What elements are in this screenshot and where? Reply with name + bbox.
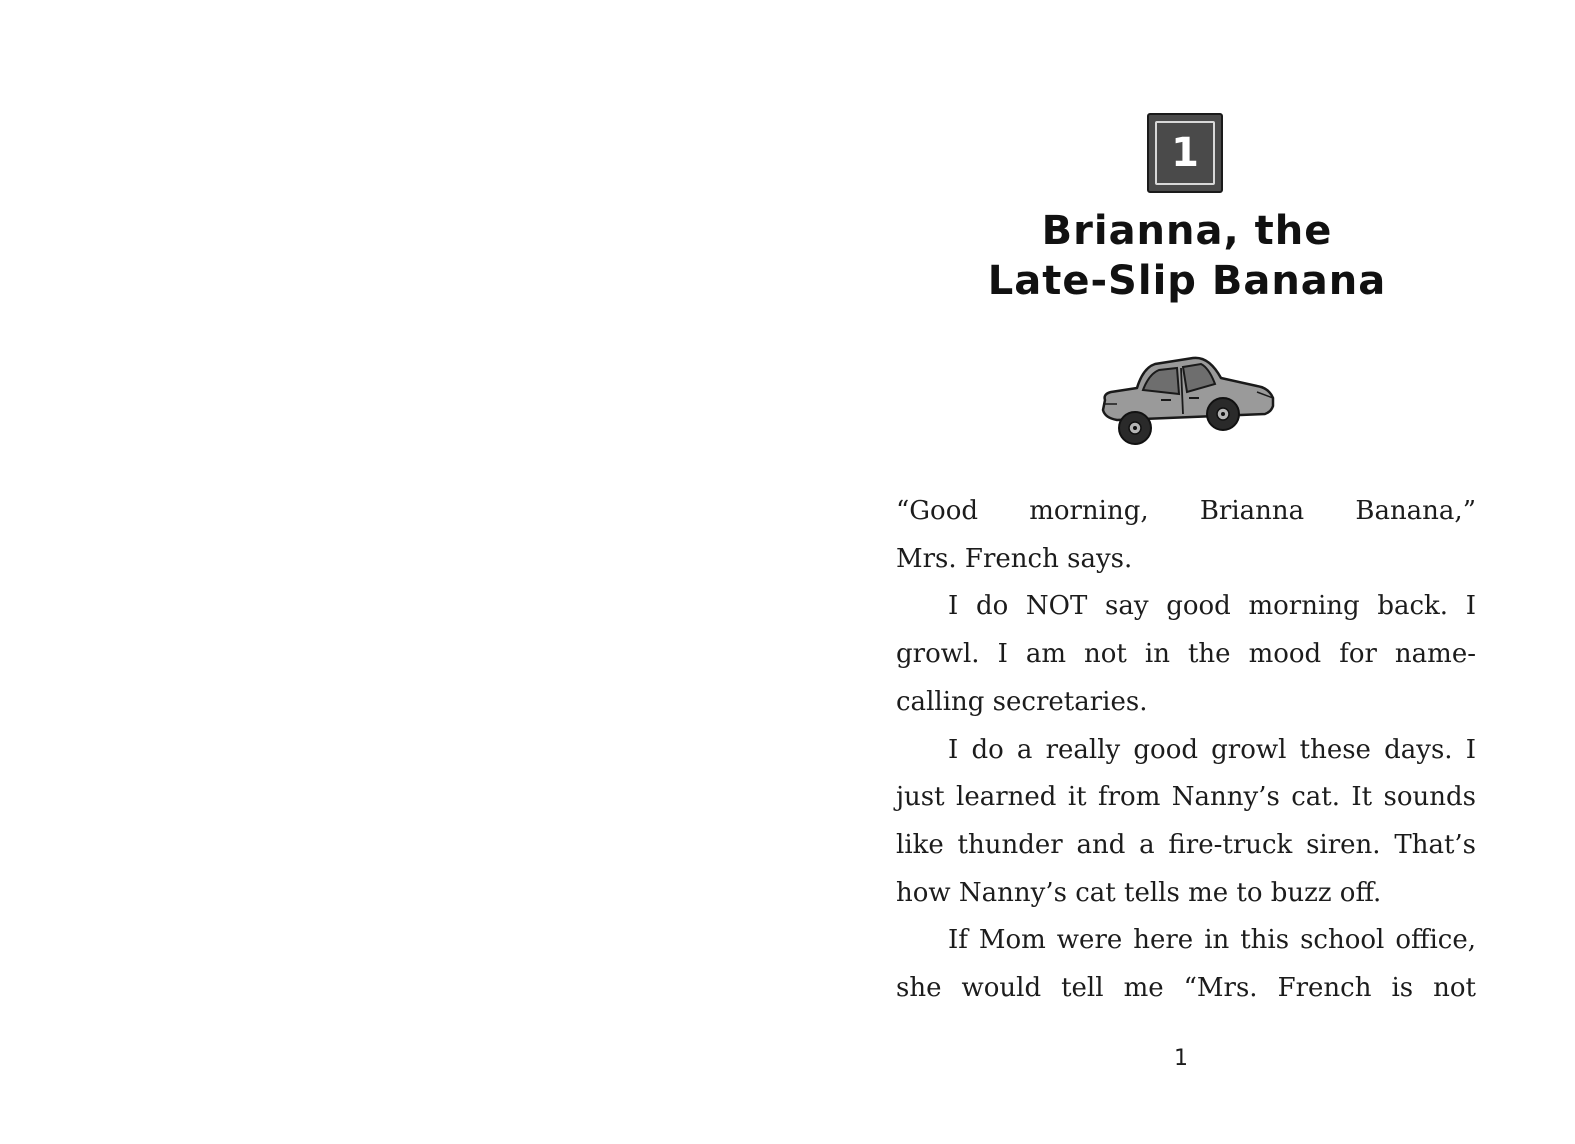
body-line: she would tell me “Mrs. French is not: [896, 973, 1476, 1004]
body-line: growl. I am not in the mood for name-: [896, 639, 1476, 670]
car-icon: [1097, 348, 1277, 448]
body-line: If Mom were here in this school office,: [948, 925, 1476, 956]
body-line: like thunder and a fire-truck siren. That’s: [896, 829, 1476, 860]
page-number: 1: [1174, 1046, 1188, 1071]
body-line: “Good morning, Brianna Banana,”: [896, 496, 1476, 526]
body-line: I do NOT say good morning back. I: [948, 591, 1476, 622]
chapter-title: [887, 206, 1487, 306]
chapter-number-badge: [1147, 113, 1223, 193]
body-line: calling secretaries.: [896, 686, 1148, 717]
left-page-blank: [0, 0, 787, 1144]
right-page: [787, 0, 1575, 1144]
chapter-body-text: [896, 488, 1476, 1013]
body-line: I do a really good growl these days. I: [948, 734, 1476, 765]
body-line: just learned it from Nanny’s cat. It sounds: [896, 782, 1476, 813]
body-line: how Nanny’s cat tells me to buzz off.: [896, 877, 1382, 908]
chapter-title-line-1: Brianna, the: [1041, 208, 1333, 254]
chapter-number: 1: [1155, 121, 1215, 185]
body-line: Mrs. French says.: [896, 543, 1133, 574]
chapter-title-line-2: Late-Slip Banana: [987, 258, 1387, 304]
